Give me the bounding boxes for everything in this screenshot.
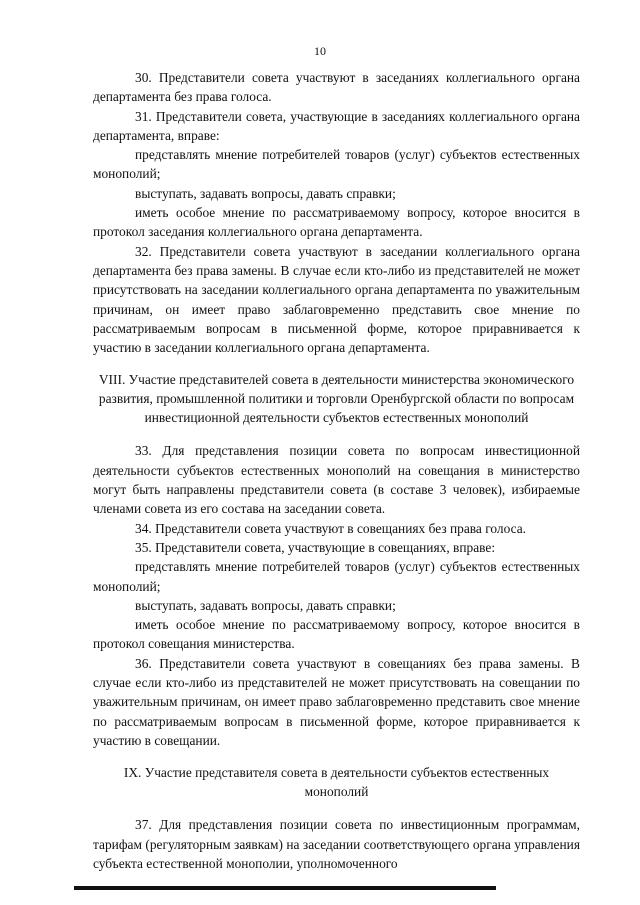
paragraph-36: 36. Представители совета участвуют в совещаниях без права замены. В случае если кто-либо из представителей не может присутствовать на совещании по уважительным причинам, он имеет право заблаговременно представить свое мнение по рассматриваемым вопросам в письменной форме, которое приравнивается к участию в совещании.: [93, 655, 580, 748]
paragraph-31: 31. Представители совета, участвующие в заседаниях коллегиального органа департамента, вправе:: [93, 108, 580, 143]
paragraph-35: 35. Представители совета, участвующие в совещаниях, вправе:: [135, 539, 496, 555]
section-9-heading: IX. Участие представителя совета в деятельности субъектов естественных монополий: [123, 765, 550, 800]
paragraph-35-item-2: выступать, задавать вопросы, давать справки;: [135, 597, 396, 613]
paragraph-31-item-1: представлять мнение потребителей товаров (услуг) субъектов естественных монополий;: [93, 147, 580, 182]
paragraph-31-item-3: иметь особое мнение по рассматриваемому вопросу, которое вносится в протокол заседания коллегиального органа департамента.: [93, 205, 580, 240]
paragraph-35-item-3: иметь особое мнение по рассматриваемому вопросу, которое вносится в протокол совещания министерства.: [93, 617, 580, 652]
page-number: 10: [314, 44, 326, 58]
paragraph-32: 32. Представители совета участвуют в заседании коллегиального органа департамента без права замены. В случае если кто-либо из представителей не может присутствовать на заседании коллегиального органа департамента по уважительным причинам, он имеет право заблаговременно представить свое мнение по рассматриваемым вопросам в письменной форме, которое приравнивается к участию в заседании коллегиального органа департамента.: [93, 243, 580, 356]
paragraph-35-item-1: представлять мнение потребителей товаров (услуг) субъектов естественных монополий;: [93, 559, 580, 594]
bottom-divider: [74, 886, 496, 890]
paragraph-30: 30. Представители совета участвуют в заседаниях коллегиального органа департамента без права голоса.: [93, 70, 580, 105]
section-8-heading: VIII. Участие представителей совета в деятельности министерства экономического развития, промышленной политики и торговли Оренбургской области по вопросам инвестиционной деятельности субъектов естественных монополий: [98, 372, 575, 426]
paragraph-33: 33. Для представления позиции совета по вопросам инвестиционной деятельности субъектов естественных монополий на совещания в министерство могут быть направлены представители совета (в составе 3 человек), избираемые членами совета из его состава на заседании совета.: [93, 443, 580, 517]
paragraph-37: 37. Для представления позиции совета по инвестиционным программам, тарифам (регуляторным заявкам) на заседании соответствующего органа управления субъекта естественной монополии, уполномоченного: [93, 817, 580, 871]
paragraph-31-item-2: выступать, задавать вопросы, давать справки;: [135, 185, 396, 201]
paragraph-34: 34. Представители совета участвуют в совещаниях без права голоса.: [135, 520, 526, 536]
document-body: [93, 68, 580, 873]
